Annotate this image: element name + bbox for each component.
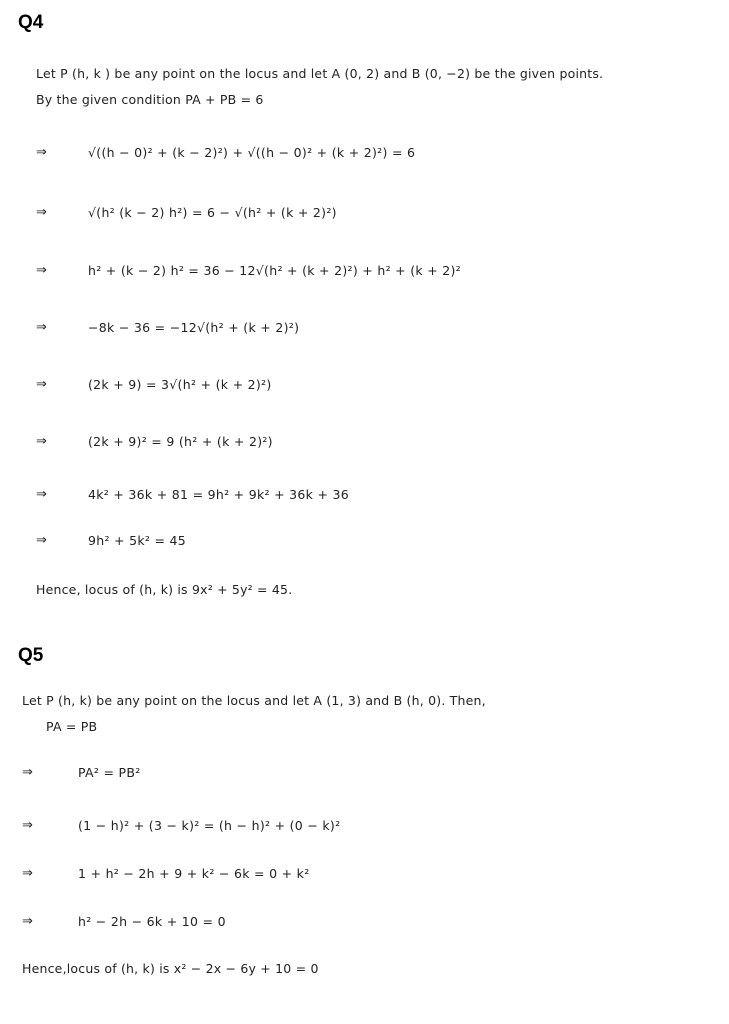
implies-arrow: ⇒ (36, 145, 47, 160)
implies-arrow: ⇒ (36, 377, 47, 392)
question-5-heading: Q5 (18, 645, 44, 666)
implies-arrow: ⇒ (22, 818, 33, 833)
q4-step-6: (2k + 9)² = 9 (h² + (k + 2)²) (88, 434, 273, 449)
q4-step-3: h² + (k − 2) h² = 36 − 12√(h² + (k + 2)²) + h² + (k + 2)² (88, 263, 461, 278)
implies-arrow: ⇒ (36, 434, 47, 449)
q5-step-2: (1 − h)² + (3 − k)² = (h − h)² + (0 − k)² (78, 818, 341, 833)
q5-conclusion: Hence,locus of (h, k) is x² − 2x − 6y + 10 = 0 (22, 961, 319, 976)
q4-intro-line-2: By the given condition PA + PB = 6 (36, 92, 264, 107)
question-4-heading: Q4 (18, 12, 44, 33)
q4-step-7: 4k² + 36k + 81 = 9h² + 9k² + 36k + 36 (88, 487, 350, 502)
implies-arrow: ⇒ (36, 533, 47, 548)
q4-step-4: −8k − 36 = −12√(h² + (k + 2)²) (88, 320, 300, 335)
q4-intro-line-1: Let P (h, k ) be any point on the locus and let A (0, 2) and B (0, −2) be the given points. (36, 66, 604, 81)
q4-step-5: (2k + 9) = 3√(h² + (k + 2)²) (88, 377, 272, 392)
implies-arrow: ⇒ (36, 320, 47, 335)
q4-step-2: √(h² (k − 2) h²) = 6 − √(h² + (k + 2)²) (88, 205, 337, 220)
q5-step-1: PA² = PB² (78, 765, 141, 780)
implies-arrow: ⇒ (22, 765, 33, 780)
implies-arrow: ⇒ (36, 263, 47, 278)
implies-arrow: ⇒ (22, 866, 33, 881)
q4-conclusion: Hence, locus of (h, k) is 9x² + 5y² = 45. (36, 582, 293, 597)
q4-step-8: 9h² + 5k² = 45 (88, 533, 187, 548)
implies-arrow: ⇒ (22, 914, 33, 929)
q5-intro-line-2: PA = PB (46, 719, 98, 734)
implies-arrow: ⇒ (36, 487, 47, 502)
q5-step-4: h² − 2h − 6k + 10 = 0 (78, 914, 226, 929)
q5-step-3: 1 + h² − 2h + 9 + k² − 6k = 0 + k² (78, 866, 310, 881)
implies-arrow: ⇒ (36, 205, 47, 220)
q5-intro-line-1: Let P (h, k) be any point on the locus and let A (1, 3) and B (h, 0). Then, (22, 693, 486, 708)
q4-step-1: √((h − 0)² + (k − 2)²) + √((h − 0)² + (k + 2)²) = 6 (88, 145, 416, 160)
